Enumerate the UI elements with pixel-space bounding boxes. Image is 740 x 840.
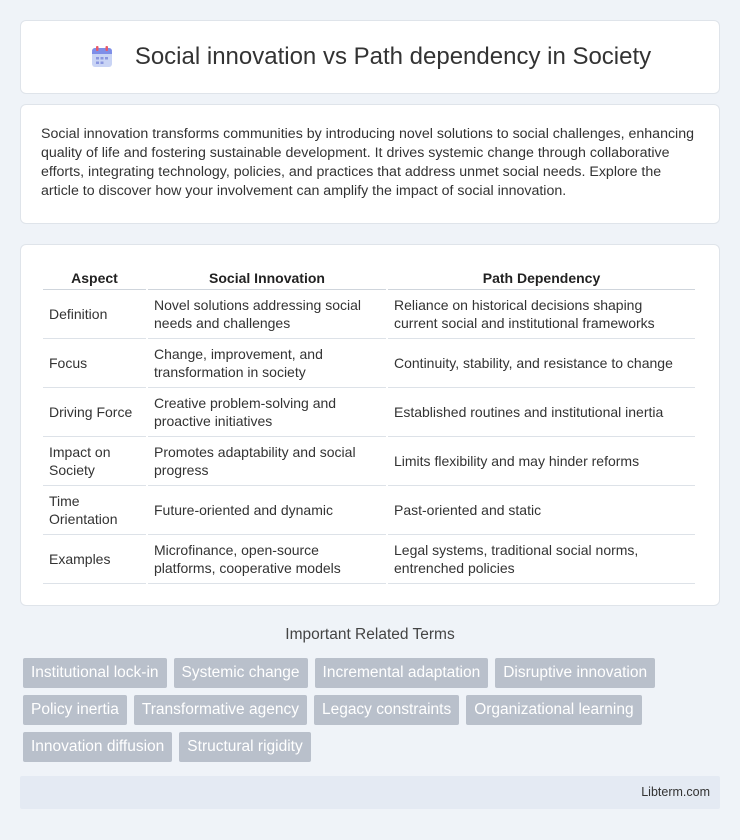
table-cell: Microfinance, open-source platforms, cooperative models (147, 534, 387, 583)
table-cell: Novel solutions addressing social needs and challenges (147, 289, 387, 338)
related-term-tag[interactable]: Systemic change (174, 658, 308, 688)
related-term-tag[interactable]: Transformative agency (134, 695, 307, 725)
table-cell: Promotes adaptability and social progress (147, 436, 387, 485)
related-term-tag[interactable]: Institutional lock-in (23, 658, 167, 688)
table-row (43, 485, 696, 534)
comparison-table (43, 265, 697, 584)
table-row (43, 387, 696, 436)
table-row (43, 436, 696, 485)
table-row (43, 534, 696, 583)
footer (20, 776, 720, 809)
table-cell: Reliance on historical decisions shaping current social and institutional frameworks (387, 289, 696, 338)
calendar-icon (89, 44, 115, 70)
table-cell: Continuity, stability, and resistance to change (387, 338, 696, 387)
table-cell: Legal systems, traditional social norms, entrenched policies (387, 534, 696, 583)
table-header-row (43, 265, 696, 289)
related-term-tag[interactable]: Incremental adaptation (315, 658, 489, 688)
column-header-path-dependency: Path Dependency (387, 265, 696, 289)
table-cell: Change, improvement, and transformation in society (147, 338, 387, 387)
related-terms-title: Important Related Terms (285, 626, 455, 643)
table-cell: Future-oriented and dynamic (147, 485, 387, 534)
table-cell: Examples (43, 534, 147, 583)
table-cell: Definition (43, 289, 147, 338)
table-row (43, 338, 696, 387)
table-cell: Driving Force (43, 387, 147, 436)
table-cell: Limits flexibility and may hinder reforms (387, 436, 696, 485)
table-cell: Impact on Society (43, 436, 147, 485)
related-term-tag[interactable]: Policy inertia (23, 695, 127, 725)
table-cell: Focus (43, 338, 147, 387)
intro-text: Social innovation transforms communities by introducing novel solutions to social challenges, enhancing quality of life and fostering sustainable development. It drives systemic change through collaborative efforts, integrating technology, policies, and practices that address unmet social needs. Explore the article to discover how your involvement can amplify the impact of social innovation. (41, 126, 694, 199)
table-cell: Established routines and institutional inertia (387, 387, 696, 436)
related-term-tag[interactable]: Legacy constraints (314, 695, 459, 725)
table-row (43, 289, 696, 338)
table-cell: Creative problem-solving and proactive initiatives (147, 387, 387, 436)
table-cell: Time Orientation (43, 485, 147, 534)
related-term-tag[interactable]: Organizational learning (466, 695, 641, 725)
intro-card (20, 104, 720, 224)
related-term-tag[interactable]: Innovation diffusion (23, 732, 172, 762)
column-header-social-innovation: Social Innovation (147, 265, 387, 289)
column-header-aspect: Aspect (43, 265, 147, 289)
footer-site-link[interactable]: Libterm.com (641, 785, 710, 799)
related-terms-list (23, 658, 723, 762)
table-cell: Past-oriented and static (387, 485, 696, 534)
related-term-tag[interactable]: Disruptive innovation (495, 658, 655, 688)
related-term-tag[interactable]: Structural rigidity (179, 732, 310, 762)
header-card (20, 20, 720, 94)
comparison-card (20, 244, 720, 606)
page-title: Social innovation vs Path dependency in Society (134, 43, 652, 70)
